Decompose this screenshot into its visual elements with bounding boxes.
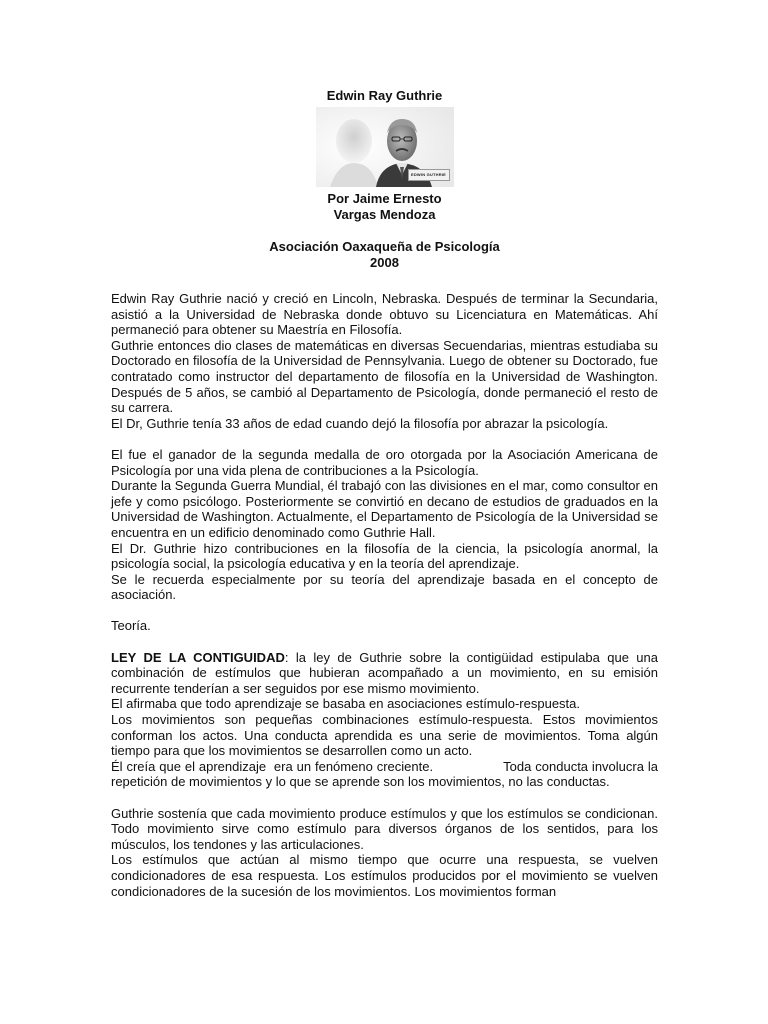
paragraph: Guthrie sostenía que cada movimiento produce estímulos y que los estímulos se condicionan. Todo movimiento sirve como estímulo para diversos órganos de los sentidos, para los músculos, los tendones y las articulaciones.	[111, 805, 658, 852]
document-body	[111, 291, 662, 899]
paragraph: El fue el ganador de la segunda medalla de oro otorgada por la Asociación Americana de Psicología por una vida plena de contribuciones a la Psicología.	[111, 446, 658, 478]
paragraph: Edwin Ray Guthrie nació y creció en Lincoln, Nebraska. Después de terminar la Secundaria, asistió a la Universidad de Nebraska donde obtuvo su Licenciatura en Matemáticas. Ahí permaneció para obtener su Maestría en Filosofía.	[111, 291, 658, 338]
paragraph: Guthrie entonces dio clases de matemáticas en diversas Secuendarias, mientras estudiaba su Doctorado en filosofía de la Universidad de Pennsylvania. Luego de obtener su Doctorado, fue contratado como instructor del departamento de filosofía en la Universidad de Washington. Después de 5 años, se cambió al Departamento de Psicología, donde permaneció el resto de su carrera.	[111, 337, 658, 416]
paragraph: El Dr, Guthrie tenía 33 años de edad cuando dejó la filosofía por abrazar la psicología.	[111, 415, 609, 431]
paragraph: Él creía que el aprendizaje era un fenómeno creciente. Toda conducta involucra la repetición de movimientos y lo que se aprende son los movimientos, no las conductas.	[111, 758, 662, 790]
document-page	[111, 88, 662, 899]
paragraph: Los movimientos son pequeñas combinaciones estímulo-respuesta. Estos movimientos conforman los actos. Una conducta aprendida es una serie de movimientos. Toma algún tiempo para que los movimientos se desarrollen como un acto.	[111, 712, 658, 759]
contiguity-law-term: LEY DE LA CONTIGUIDAD	[111, 649, 285, 665]
organization-line: Asociación Oaxaqueña de Psicología	[269, 239, 500, 254]
author-line-2: Vargas Mendoza	[333, 207, 436, 222]
paragraph: Los estímulos que actúan al mismo tiempo que ocurre una respuesta, se vuelven condicionadores de esa respuesta. Los estímulos producidos por el movimiento se vuelven condicionadores de la sucesión de los movimientos. Los movimientos forman	[111, 852, 658, 899]
year-line: 2008	[370, 255, 399, 270]
paragraph: Se le recuerda especialmente por su teoría del aprendizaje basada en el concepto de asociación.	[111, 571, 658, 603]
paragraph: El afirmaba que todo aprendizaje se basaba en asociaciones estímulo-respuesta.	[111, 696, 581, 712]
section-heading-teoria: Teoría.	[111, 618, 151, 634]
photo-caption: EDWIN GUTHRIE	[408, 169, 450, 181]
paragraph-gap	[111, 790, 658, 806]
paragraph-gap	[111, 603, 658, 619]
paragraph: El Dr. Guthrie hizo contribuciones en la filosofía de la ciencia, la psicología anormal, la psicología social, la psicología educativa y en la teoría del aprendizaje.	[111, 540, 658, 572]
portrait-photo	[316, 107, 454, 187]
contiguity-law-text: : la ley de Guthrie sobre la contigüidad estipulaba que una combinación de estímulos que hubieran acompañado a un movimiento, en su emisión recurrente tenderían a ser seguidos por ese mismo movimiento.	[111, 649, 659, 696]
paragraph: Durante la Segunda Guerra Mundial, él trabajó con las divisiones en el mar, como consultor en jefe y como psicólogo. Posteriormente se convirtió en decano de estudios de graduados en la Universidad de Washington. Actualmente, el Departamento de Psicología de la Universidad se encuentra en un edificio denominado como Guthrie Hall.	[111, 478, 658, 540]
paragraph-gap	[111, 634, 658, 650]
author-line-1: Por Jaime Ernesto	[327, 191, 442, 206]
document-title: Edwin Ray Guthrie	[326, 88, 443, 103]
paragraph-contiguity-law	[111, 650, 658, 697]
paragraph-gap	[111, 431, 658, 447]
